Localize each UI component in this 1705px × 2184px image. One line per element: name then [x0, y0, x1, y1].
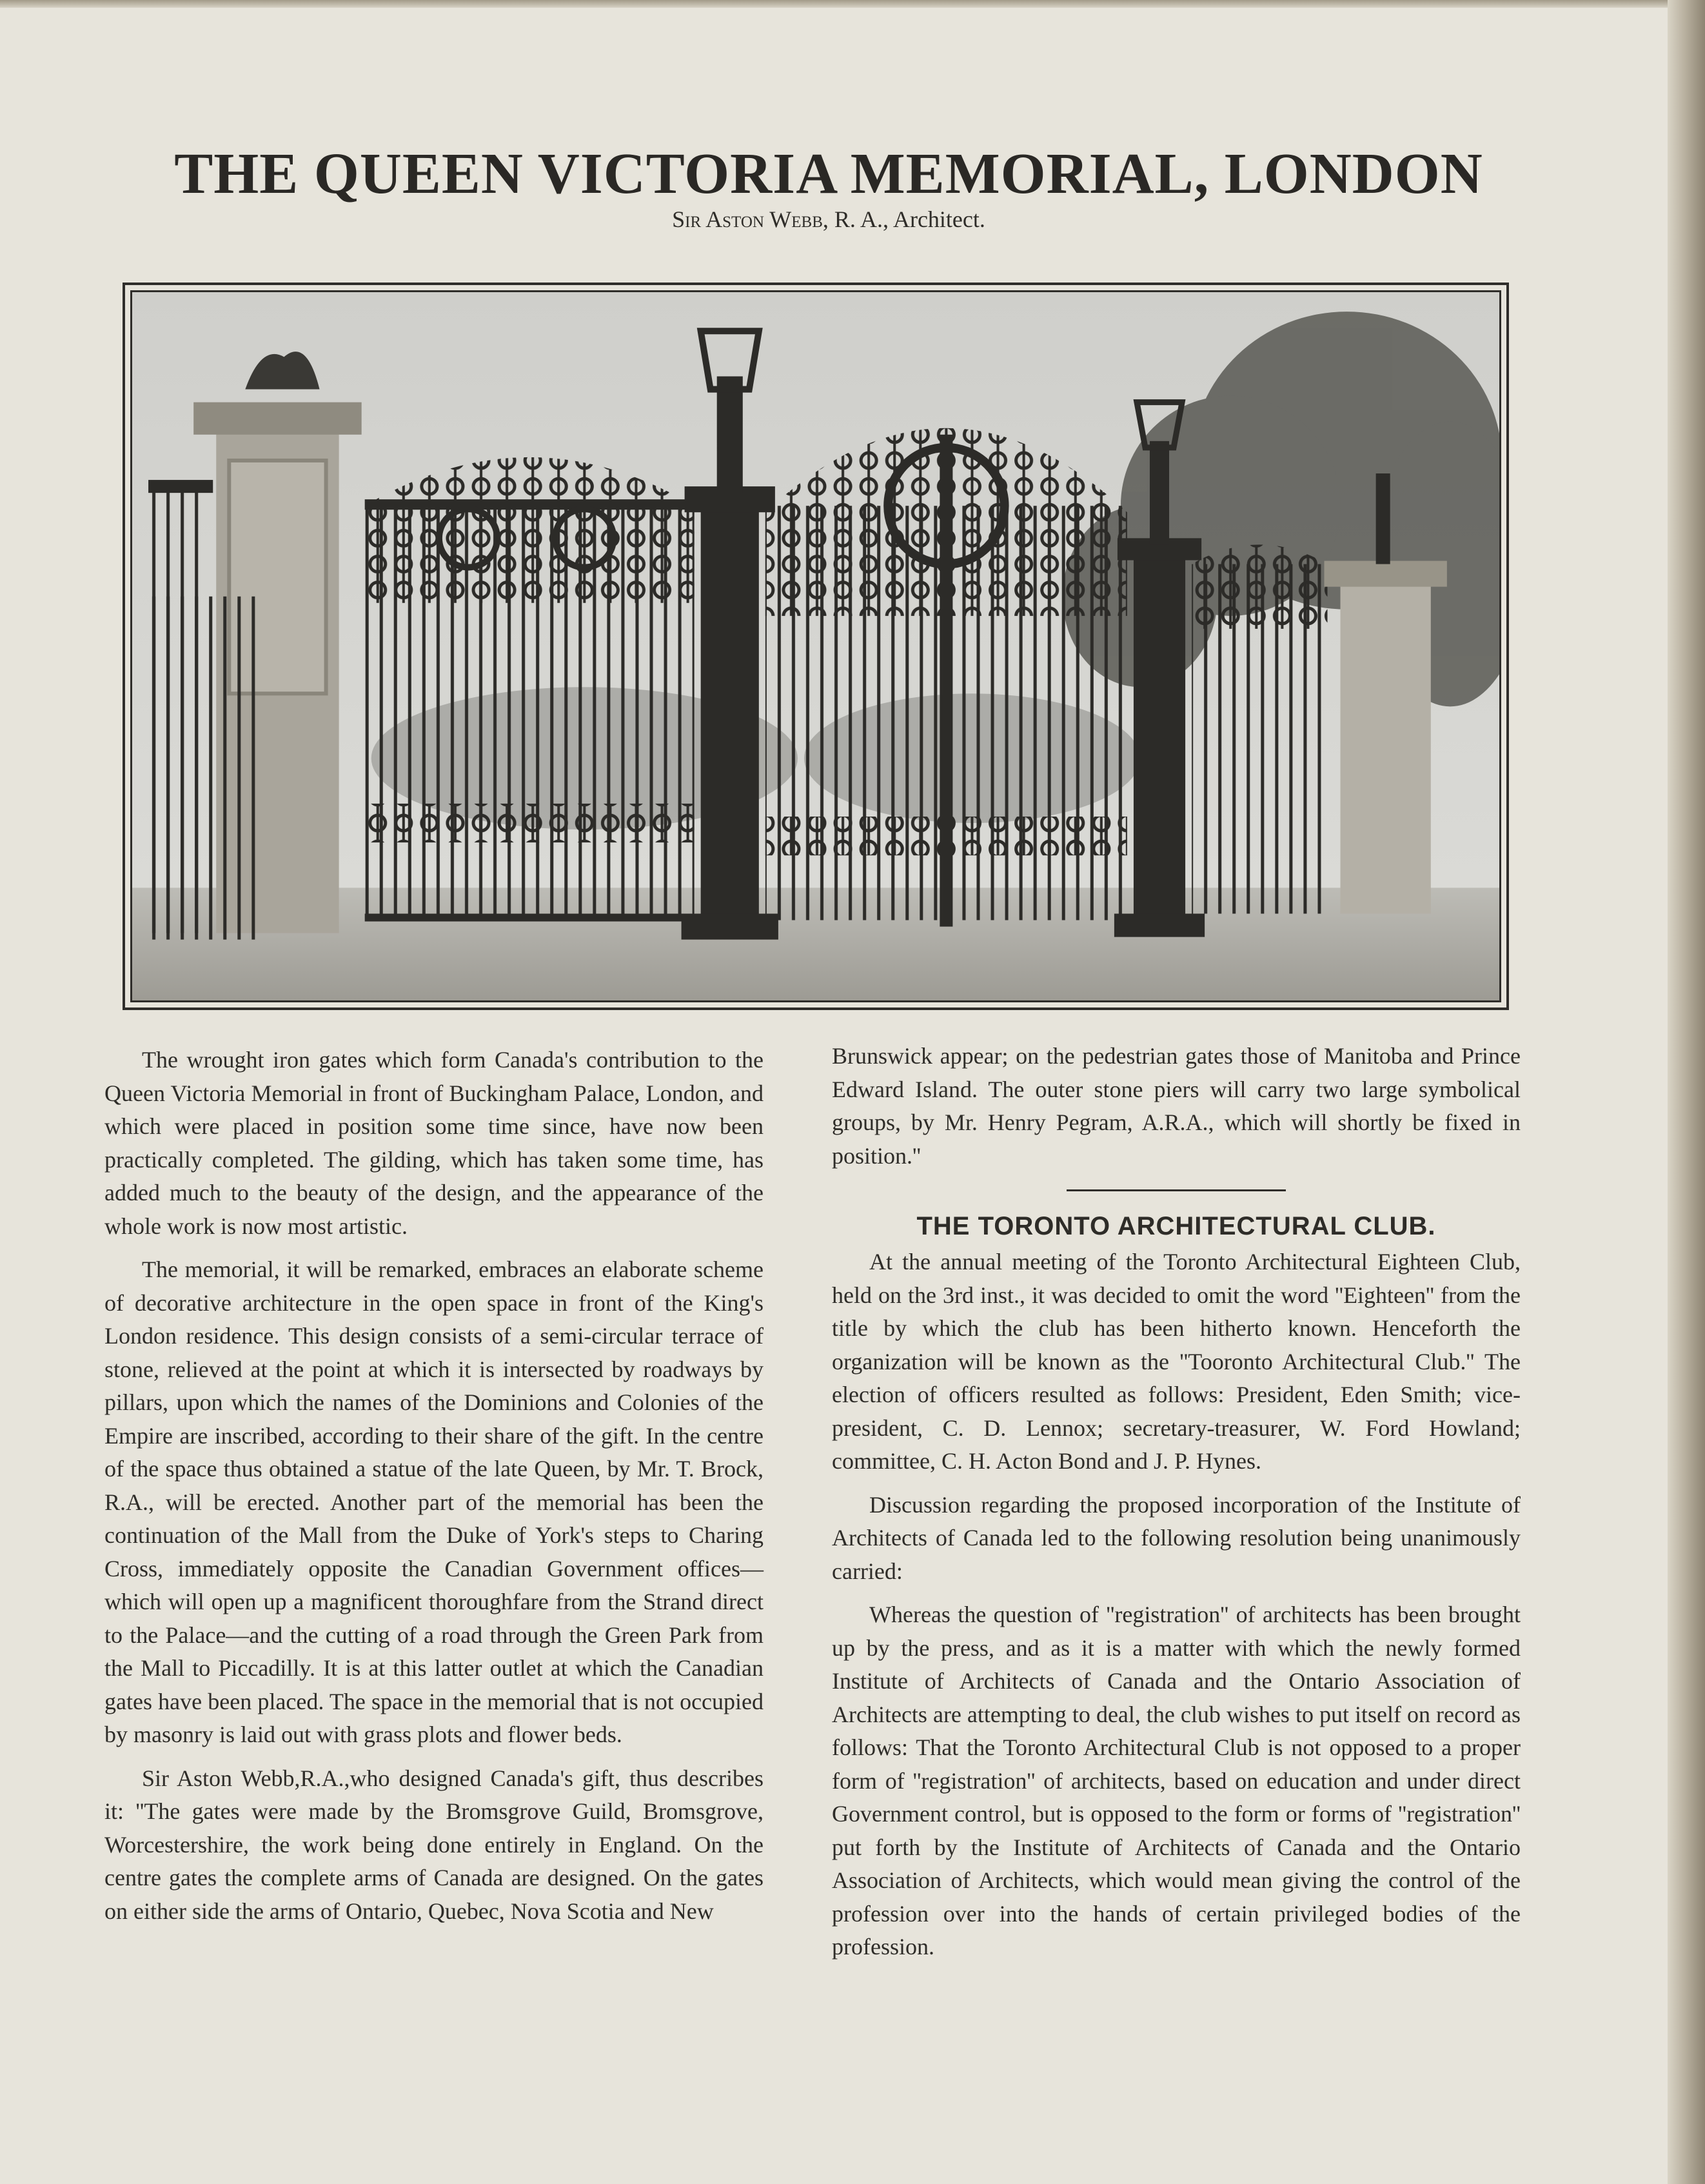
gates-illustration	[132, 292, 1499, 1000]
paragraph-gates-intro: The wrought iron gates which form Canada's contribution to the Queen Victoria Memorial in front of Buckingham Palace, London, and which were placed in position some time since, have now been practically completed. The gilding, which has taken some time, has added much to the beauty of the design, and the appearance of the whole work is now most artistic.	[104, 1047, 764, 1239]
left-gate	[365, 457, 695, 922]
article-title: THE QUEEN VICTORIA MEMORIAL, LONDON	[174, 142, 1483, 206]
paragraph-continuation: Brunswick appear; on the pedestrian gates those of Manitoba and Prince Edward Island. The outer stone piers will carry two large symbolical groups, by Mr. Henry Pegram, A.R.A., which will shortly be fixed in position.''	[832, 1043, 1521, 1169]
book-spine-shadow	[1668, 0, 1705, 2184]
gates-photograph	[130, 290, 1501, 1002]
section-divider	[1067, 1189, 1286, 1191]
paragraph-annual-meeting: At the annual meeting of the Toronto Architectural Eighteen Club, held on the 3rd inst., it was decided to omit the word ''Eighteen'' from the title by which the club has been hitherto known. Henceforth the organization will be known as the ''Tooronto Architectural Club.'' The election of officers resulted as follows: President, Eden Smith; vice-president, C. D. Lennox; secretary-treasurer, W. Ford Howland; committee, C. H. Acton Bond and J. P. Hynes.	[832, 1249, 1521, 1474]
right-gate	[1192, 544, 1327, 913]
paragraph-memorial-scheme: The memorial, it will be remarked, embraces an elaborate scheme of decorative architecture in the open space in front of the King's London residence. This design consists of a semi-circular terrace of stone, relieved at the point at which it is intersected by roadways by pillars, upon which the names of the Dominions and Colonies of the Empire are inscribed, according to their share of the gift. In the centre of the space thus obtained a statue of the late Queen, by Mr. T. Brock, R.A., will be erected. Another part of the memorial has been the continuation of the Mall from the Duke of York's steps to Charing Cross, immediately opposite the Canadian Government offices—which will open up a magnificent thoroughfare from the Strand direct to the Palace—and the cutting of a road through the Green Park from the Mall to Piccadilly. It is at this latter outlet at which the Canadian gates have been placed. The space in the memorial that is not occupied by masonry is laid out with grass plots and flower beds.	[104, 1256, 764, 1747]
paragraph-incorporation-discussion: Discussion regarding the proposed incorporation of the Institute of Architects of Canada led to the following resolution being unanimously carried:	[832, 1491, 1521, 1584]
article-byline	[97, 205, 1561, 233]
byline-architect-name: Sir Aston Webb	[672, 206, 823, 232]
page-top-edge	[0, 0, 1705, 8]
club-section-heading: THE TORONTO ARCHITECTURAL CLUB.	[916, 1212, 1436, 1240]
paragraph-webb-description: Sir Aston Webb,R.A.,who designed Canada's gift, thus describes it: ''The gates were made by the Bromsgrove Guild, Bromsgrove, Worcestershire, the work being done entirely in England. On the centre gates the complete arms of Canada are designed. On the gates on either side the arms of Ontario, Quebec, Nova Scotia and New	[104, 1765, 764, 1924]
centre-gates	[765, 428, 1127, 927]
byline-credit: , R. A., Architect.	[822, 206, 985, 232]
left-column	[104, 1044, 764, 1938]
right-column	[832, 1040, 1521, 1974]
photo-frame	[123, 283, 1509, 1010]
paragraph-registration-resolution: Whereas the question of ''registration'' of architects has been brought up by the press, and as it is a matter with which the newly formed Institute of Architects of Canada and the Ontario Association of Architects are attempting to deal, the club wishes to put itself on record as follows: That the Toronto Architectural Club is not opposed to a proper form of ''registration'' of architects, based on education and under direct Government control, but is opposed to the form or forms of ''registration'' put forth by the Institute of Architects of Canada and the Ontario Association of Architects, which would mean giving the control of the profession over into the hands of certain privileged bodies of the profession.	[832, 1602, 1521, 1960]
